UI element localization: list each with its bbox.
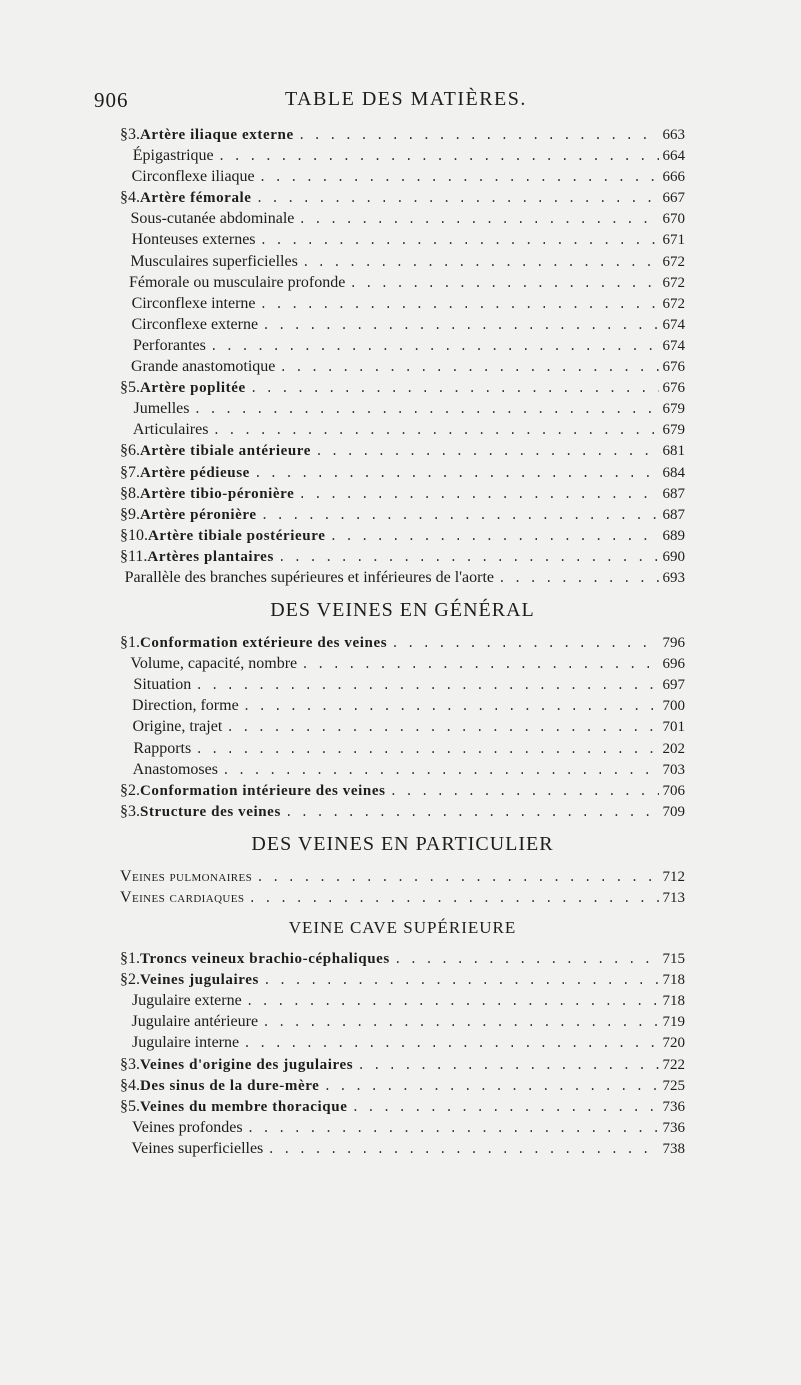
page-ref: 796	[662, 635, 685, 652]
section-number: 7.	[128, 463, 140, 481]
page-ref: 684	[662, 464, 685, 481]
page-ref: 736	[662, 1098, 685, 1115]
toc-entry	[120, 398, 685, 419]
toc-entry	[120, 546, 685, 567]
section-number: 4.	[128, 1076, 140, 1094]
toc-entry	[120, 695, 685, 716]
leader-dots	[298, 209, 658, 230]
page-ref: 672	[662, 295, 685, 312]
toc-entry	[120, 567, 685, 588]
leader-dots	[256, 867, 658, 888]
leader-dots	[210, 336, 659, 357]
page-ref: 736	[662, 1119, 685, 1136]
leader-dots	[254, 463, 659, 484]
toc-entry	[120, 759, 685, 780]
leader-dots	[390, 781, 659, 802]
leader-dots	[260, 294, 659, 315]
entry-title: Volume, capacité, nombre	[130, 655, 298, 673]
leader-dots	[222, 760, 659, 781]
leader-dots	[195, 739, 658, 760]
entry-title: Musculaires superficielles	[130, 252, 298, 270]
leader-dots	[195, 675, 658, 696]
page-ref: 709	[662, 803, 685, 820]
page-ref: 672	[662, 253, 685, 270]
entry-title: Artère poplitée	[140, 380, 246, 397]
entry-title: Conformation extérieure des veines	[140, 635, 388, 652]
section-number: 4.	[128, 189, 140, 207]
toc-entry	[120, 780, 685, 801]
leader-dots	[349, 273, 658, 294]
toc-entry	[120, 1032, 685, 1053]
entry-title: Jugulaire externe	[131, 992, 242, 1010]
leader-dots	[226, 717, 658, 738]
entry-title: Grande anastomotique	[130, 358, 276, 376]
section-sign: §	[120, 379, 128, 397]
section-sign: §	[120, 189, 128, 207]
leader-dots	[267, 1139, 658, 1160]
section-sign: §	[120, 781, 128, 799]
page-ref: 718	[662, 972, 685, 989]
leader-dots	[302, 252, 659, 273]
entry-title: Origine, trajet	[132, 718, 223, 736]
section-sign: §	[120, 505, 128, 523]
page-ref: 738	[662, 1140, 685, 1157]
page-ref: 722	[662, 1056, 685, 1073]
toc-entry	[120, 293, 685, 314]
page-ref: 670	[662, 211, 685, 228]
table-of-contents	[120, 124, 685, 1159]
section-heading: DES VEINES EN GÉNÉRAL	[270, 599, 535, 622]
entry-title: Artère iliaque externe	[140, 127, 294, 143]
page-ref: 715	[662, 951, 685, 968]
page-ref: 674	[662, 316, 685, 333]
entry-title: Honteuses externes	[131, 231, 256, 249]
page-ref: 676	[662, 359, 685, 376]
leader-dots	[247, 1118, 659, 1139]
toc-entry	[120, 483, 685, 504]
section-sign: §	[120, 463, 128, 481]
page-ref: 697	[662, 677, 685, 694]
entry-title: Épigastrique	[132, 147, 214, 165]
page-ref: 696	[662, 656, 685, 673]
page-ref: 674	[662, 337, 685, 354]
page-ref: 701	[662, 719, 685, 736]
toc-entry	[120, 632, 685, 653]
leader-dots	[279, 357, 658, 378]
section-sign: §	[120, 802, 128, 820]
toc-entry	[120, 377, 685, 398]
page-ref: 671	[662, 232, 685, 249]
leader-dots	[243, 696, 659, 717]
page-ref: 202	[662, 740, 685, 757]
page-ref: 672	[662, 274, 685, 291]
page-ref: 687	[662, 506, 685, 523]
toc-entry	[120, 187, 685, 208]
section-number: 5.	[128, 1097, 140, 1115]
page-ref: 679	[662, 401, 685, 418]
section-number: 6.	[128, 442, 140, 460]
leader-dots	[298, 484, 658, 505]
leader-dots	[218, 146, 659, 167]
entry-title: Circonflexe externe	[131, 315, 259, 333]
entry-title: Rapports	[133, 739, 192, 757]
entry-title: Artère pédieuse	[140, 464, 250, 481]
toc-entry	[120, 208, 685, 229]
leader-dots	[246, 991, 659, 1012]
entry-title: Circonflexe interne	[131, 294, 256, 312]
leader-dots	[285, 802, 659, 823]
entry-title: Artère tibio-péronière	[140, 485, 295, 502]
leader-dots	[248, 888, 658, 909]
leader-dots	[323, 1076, 658, 1097]
page-ref: 725	[662, 1077, 685, 1094]
page-ref: 666	[662, 169, 685, 186]
toc-entry	[120, 1054, 685, 1075]
section-number: 3.	[128, 802, 140, 820]
section-number: 5.	[128, 379, 140, 397]
toc-entry	[120, 948, 685, 969]
entry-title: Conformation intérieure des veines	[140, 782, 386, 799]
toc-entry	[120, 419, 685, 440]
entry-title: Veines du membre thoracique	[140, 1098, 348, 1115]
leader-dots	[256, 188, 659, 209]
leader-dots	[301, 654, 658, 675]
entry-title: Direction, forme	[132, 697, 239, 715]
leader-dots	[330, 526, 659, 547]
toc-entry	[120, 525, 685, 546]
entry-title: Veines profondes	[131, 1118, 243, 1136]
toc-entry	[120, 166, 685, 187]
toc-entry	[120, 356, 685, 377]
page-header	[0, 88, 801, 118]
entry-title: Sous-cutanée abdominale	[130, 210, 295, 228]
toc-entry	[120, 866, 685, 887]
section-sign: §	[120, 484, 128, 502]
page-ref: 720	[662, 1035, 685, 1052]
page-ref: 679	[662, 422, 685, 439]
section-number: 1.	[128, 950, 140, 968]
toc-entry	[120, 251, 685, 272]
page-ref: 689	[662, 527, 685, 544]
entry-title: Artère tibiale antérieure	[140, 443, 312, 460]
leader-dots	[394, 949, 659, 970]
section-sign: §	[120, 971, 128, 989]
entry-title: Fémorale ou musculaire profonde	[128, 273, 346, 291]
entry-title: Veines superficielles	[131, 1139, 264, 1157]
leader-dots	[260, 230, 659, 251]
leader-dots	[391, 633, 658, 654]
toc-entry	[120, 314, 685, 335]
toc-entry	[120, 887, 685, 908]
leader-dots	[315, 441, 658, 462]
leader-dots	[193, 399, 658, 420]
running-title: TABLE DES MATIÈRES.	[285, 88, 527, 110]
section-number: 8.	[128, 484, 140, 502]
entry-title: Troncs veineux brachio-céphaliques	[140, 951, 390, 968]
entry-title: Jugulaire antérieure	[131, 1013, 259, 1031]
page-ref: 719	[662, 1014, 685, 1031]
entry-title: Artère péronière	[140, 506, 257, 523]
toc-entry	[120, 229, 685, 250]
toc-entry	[120, 124, 685, 145]
leader-dots	[298, 125, 659, 146]
page-ref: 664	[662, 148, 685, 165]
leader-dots	[357, 1055, 658, 1076]
toc-entry	[120, 1011, 685, 1032]
page-ref: 663	[662, 127, 685, 143]
section-number: 2.	[128, 781, 140, 799]
entry-title: Parallèle des branches supérieures et inférieures de l'aorte	[124, 568, 495, 586]
page-ref: 706	[662, 782, 685, 799]
leader-dots	[262, 315, 658, 336]
entry-title: Des sinus de la dure-mère	[140, 1077, 320, 1094]
entry-title: Artères plantaires	[147, 548, 274, 565]
entry-title: Veines jugulaires	[140, 972, 259, 989]
entry-title: Circonflexe iliaque	[131, 168, 255, 186]
entry-title: Jugulaire interne	[132, 1034, 240, 1052]
toc-entry	[120, 674, 685, 695]
page-ref: 713	[662, 890, 685, 906]
section-sign: §	[120, 1055, 128, 1073]
leader-dots	[212, 420, 658, 441]
section-number: 11.	[128, 547, 148, 565]
leader-dots	[261, 505, 659, 526]
section-sign: §	[120, 126, 128, 143]
section-sign: §	[120, 442, 128, 460]
entry-title: Artère tibiale postérieure	[148, 527, 326, 544]
leader-dots	[262, 1012, 658, 1033]
entry-title: Veines d'origine des jugulaires	[140, 1056, 354, 1073]
leader-dots	[351, 1097, 658, 1118]
toc-entry	[120, 738, 685, 759]
section-sign: §	[120, 547, 128, 565]
page-ref: 687	[662, 485, 685, 502]
page-ref: 718	[662, 993, 685, 1010]
page-ref: 693	[662, 569, 685, 586]
toc-entry	[120, 145, 685, 166]
page-ref: 700	[662, 698, 685, 715]
page-number: 906	[94, 88, 129, 112]
entry-title: Perforantes	[133, 336, 206, 354]
toc-entry	[120, 335, 685, 356]
toc-entry	[120, 272, 685, 293]
leader-dots	[259, 167, 659, 188]
page-ref: 690	[662, 548, 685, 565]
toc-entry	[120, 801, 685, 822]
toc-entry	[120, 504, 685, 525]
entry-title: Artère fémorale	[140, 190, 252, 207]
toc-entry	[120, 716, 685, 737]
leader-dots	[250, 378, 659, 399]
page-ref: 712	[662, 868, 685, 885]
entry-title: Situation	[133, 676, 192, 694]
toc-entry	[120, 969, 685, 990]
section-number: 3.	[128, 126, 140, 143]
entry-title: Structure des veines	[140, 803, 281, 820]
toc-entry	[120, 1096, 685, 1117]
section-number: 2.	[128, 971, 140, 989]
section-heading: VEINE CAVE SUPÉRIEURE	[288, 918, 517, 938]
section-number: 10.	[128, 526, 148, 544]
section-number: 9.	[128, 505, 140, 523]
entry-title: Jumelles	[133, 400, 190, 418]
section-sign: §	[120, 1076, 128, 1094]
section-sign: §	[120, 950, 128, 968]
section-sign: §	[120, 526, 128, 544]
page-ref: 676	[662, 380, 685, 397]
leader-dots	[278, 547, 659, 568]
entry-title: Veines pulmonaires	[120, 867, 253, 885]
toc-entry	[120, 990, 685, 1011]
entry-title: Anastomoses	[132, 760, 218, 778]
page-ref: 667	[662, 190, 685, 207]
toc-entry	[120, 1075, 685, 1096]
leader-dots	[263, 970, 659, 991]
leader-dots	[498, 568, 658, 589]
entry-title: Veines cardiaques	[120, 889, 245, 906]
page-ref: 681	[662, 443, 685, 460]
section-sign: §	[120, 634, 128, 652]
toc-entry	[120, 653, 685, 674]
leader-dots	[243, 1033, 658, 1054]
entry-title: Articulaires	[132, 421, 209, 439]
toc-entry	[120, 1138, 685, 1159]
toc-entry	[120, 462, 685, 483]
toc-entry	[120, 440, 685, 461]
section-number: 3.	[128, 1055, 140, 1073]
section-heading: DES VEINES EN PARTICULIER	[251, 832, 554, 855]
page-ref: 703	[662, 761, 685, 778]
section-sign: §	[120, 1097, 128, 1115]
toc-entry	[120, 1117, 685, 1138]
section-number: 1.	[128, 634, 140, 652]
